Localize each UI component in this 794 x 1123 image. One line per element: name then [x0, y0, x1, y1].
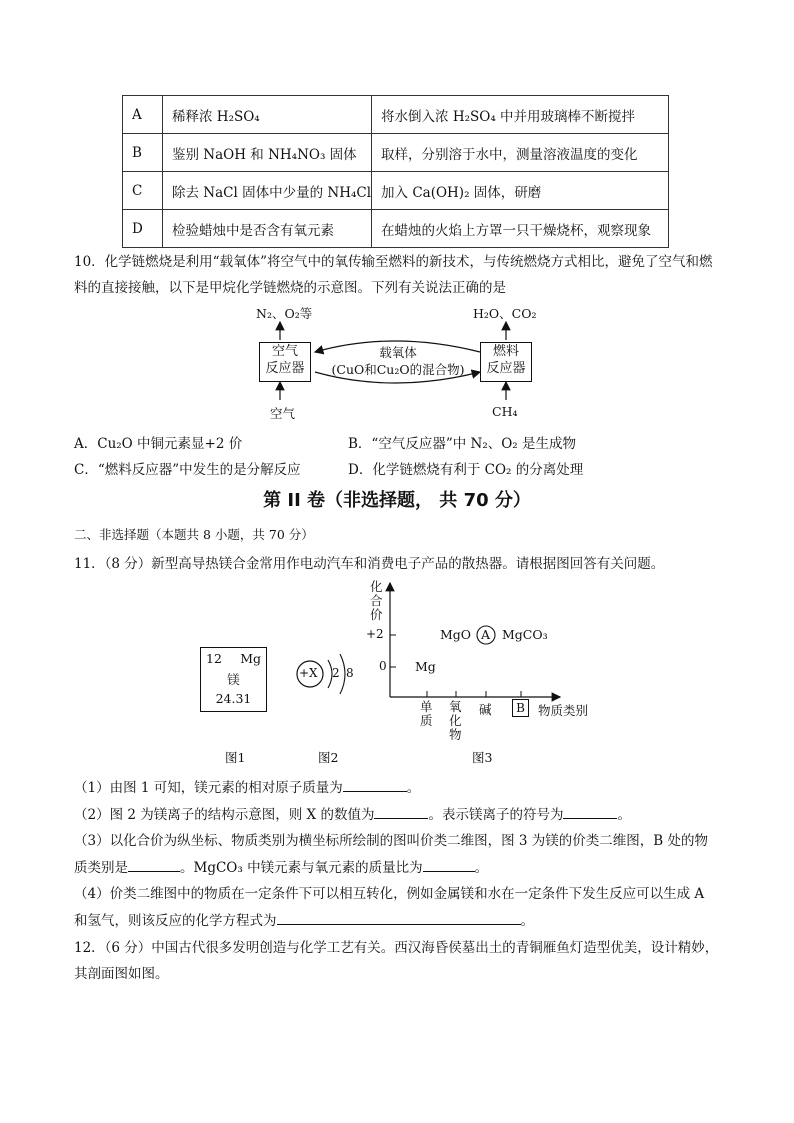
x-axis-label: 物质类别: [538, 703, 589, 718]
q10-option-b: B．“空气反应器”中 N₂、O₂ 是生成物: [348, 436, 577, 452]
point-mgco3: MgCO₃: [502, 627, 548, 642]
answer-blank-3[interactable]: [563, 804, 617, 819]
q10-option-d: D．化学链燃烧有利于 CO₂ 的分离处理: [348, 462, 584, 478]
fig3-valence-chart: [360, 575, 600, 745]
q11-sub1-end: 。: [406, 780, 421, 796]
q11-sub2-end: 。: [617, 807, 631, 823]
options-table: [122, 95, 669, 248]
y-tick-label-0: 0: [379, 659, 387, 673]
x1-char1: 单: [420, 699, 433, 714]
y-label-char2: 合: [370, 593, 383, 608]
section-title: 第 II 卷（非选择题， 共 70 分）: [263, 490, 531, 511]
y-axis-label: [370, 580, 383, 622]
q11-sub3-line2: [74, 856, 488, 876]
table-row: [123, 172, 669, 210]
fuel-reactor-label1: 燃料: [492, 344, 519, 359]
y-label-char1: 化: [370, 579, 383, 594]
q12-line1: 12．（6 分）中国古代很多发明创造与化学工艺有关。西汉海昏侯墓出土的青铜雁鱼灯造型优美，设计精妙，: [74, 940, 719, 956]
point-mg: Mg: [415, 659, 436, 674]
q11-sub4-end: 。: [520, 913, 534, 929]
q11-sub4-line1: （4）价类二维图中的物质在一定条件下可以相互转化，例如金属镁和水在一定条件下发生反应可以生成 A: [74, 886, 705, 902]
answer-blank-5[interactable]: [423, 857, 475, 872]
q11-sub1-text: （1）由图 1 可知，镁元素的相对原子质量为: [74, 780, 343, 796]
q10-option-a: A．Cu₂O 中铜元素显+2 价: [74, 436, 243, 452]
shell-arc-2: [340, 654, 345, 694]
part2-heading: 二、非选择题（本题共 8 小题，共 70 分）: [74, 527, 314, 542]
air-reactor-label2: 反应器: [265, 361, 305, 376]
carrier-name: 载氧体: [379, 345, 417, 360]
fuel-reactor-box: [480, 342, 532, 382]
fig3-caption: 图3: [472, 750, 493, 765]
q10-option-c: C．“燃料反应器”中发生的是分解反应: [74, 462, 301, 478]
fig1-element-cell: [200, 647, 267, 712]
table-row: [123, 134, 669, 172]
q11-sub4-text-a: 和氢气，则该反应的化学方程式为: [74, 913, 277, 929]
x-tick-label-base: 碱: [479, 702, 492, 717]
x2-char3: 物: [449, 727, 462, 742]
q11-sub2-text-a: （2）图 2 为镁离子的结构示意图，则 X 的数值为: [74, 807, 375, 823]
q11-stem: 11．（8 分）新型高导热镁合金常用作电动汽车和消费电子产品的散热器。请根据图回答有关问题。: [74, 556, 665, 572]
chemical-looping-diagram: [240, 300, 560, 428]
nucleus-charge: +X: [299, 666, 318, 680]
methane-input-label: CH₄: [492, 404, 518, 419]
option-content: 除去 NaCl 固体中少量的 NH₄Cl: [163, 172, 372, 210]
air-reactor-box: [259, 342, 311, 382]
x-tick-label-oxide: [449, 700, 462, 742]
fig2-ion-structure: [292, 640, 362, 710]
x2-char2: 化: [449, 713, 462, 728]
option-method: 在蜡烛的火焰上方罩一只干燥烧杯，观察现象: [372, 210, 669, 248]
fig1-caption: 图1: [225, 750, 246, 765]
answer-blank-2[interactable]: [374, 804, 428, 819]
x-tick-box-b: B: [512, 699, 529, 717]
option-letter: D: [123, 210, 163, 248]
q11-sub3-end: 。: [474, 860, 489, 876]
q11-sub4-line2: [74, 909, 534, 929]
x-tick-label-elemental: [420, 700, 433, 728]
air-reactor-products: N₂、O₂等: [256, 306, 313, 321]
y-label-char3: 价: [370, 607, 383, 622]
fig2-caption: 图2: [318, 750, 339, 765]
q10-stem-line2: 料的直接接触，以下是甲烷化学链燃烧的示意图。下列有关说法正确的是: [74, 280, 506, 296]
table-row: [123, 210, 669, 248]
option-method: 加入 Ca(OH)₂ 固体，研磨: [372, 172, 669, 210]
option-method: 取样，分别溶于水中，测量溶液温度的变化: [372, 134, 669, 172]
air-reactor-label1: 空气: [271, 344, 298, 359]
answer-blank-1[interactable]: [343, 777, 407, 792]
q11-sub3-text-a: 质类别是: [74, 860, 128, 876]
point-mgo: MgO: [440, 627, 472, 642]
option-method: 将水倒入浓 H₂SO₄ 中并用玻璃棒不断搅拌: [372, 96, 669, 134]
element-name: 镁: [227, 672, 240, 687]
point-a-label: A: [481, 627, 491, 642]
option-content: 检验蜡烛中是否含有氧元素: [163, 210, 372, 248]
q12-line2: 其剖面图如图。: [74, 966, 169, 982]
carrier-composition: (CuO和Cu₂O的混合物): [331, 362, 465, 377]
q11-sub3-line1: （3）以化合价为纵坐标、物质类别为横坐标所绘制的图叫价类二维图，图 3 为镁的价类二维图，B 处的物: [74, 833, 708, 849]
answer-blank-6[interactable]: [277, 910, 521, 925]
x2-char1: 氧: [449, 699, 462, 714]
option-content: 鉴别 NaOH 和 NH₄NO₃ 固体: [163, 134, 372, 172]
shell1-electrons: 2: [332, 666, 340, 680]
option-content: 稀释浓 H₂SO₄: [163, 96, 372, 134]
oxygen-carrier-label: [318, 344, 478, 378]
atomic-number: 12: [206, 651, 222, 666]
shell2-electrons: 8: [346, 666, 354, 680]
q11-sub3-text-b: 。MgCO₃ 中镁元素与氧元素的质量比为: [180, 860, 423, 876]
q11-sub2-text-b: 。表示镁离子的符号为: [428, 807, 564, 823]
q11-sub2: [74, 803, 631, 823]
x1-char2: 质: [420, 713, 433, 728]
table-row: [123, 96, 669, 134]
atomic-mass: 24.31: [215, 691, 252, 706]
air-input-label: 空气: [270, 406, 296, 421]
q11-sub1: [74, 776, 420, 796]
fuel-reactor-products: H₂O、CO₂: [473, 306, 537, 321]
y-tick-label-plus2: +2: [366, 627, 384, 641]
element-symbol: Mg: [240, 651, 261, 666]
option-letter: C: [123, 172, 163, 210]
option-letter: A: [123, 96, 163, 134]
fuel-reactor-label2: 反应器: [486, 361, 526, 376]
q10-stem-line1: 10．化学链燃烧是利用“载氧体”将空气中的氧传输至燃料的新技术，与传统燃烧方式相比，避免了空气和燃: [74, 254, 713, 270]
answer-blank-4[interactable]: [128, 857, 180, 872]
option-letter: B: [123, 134, 163, 172]
